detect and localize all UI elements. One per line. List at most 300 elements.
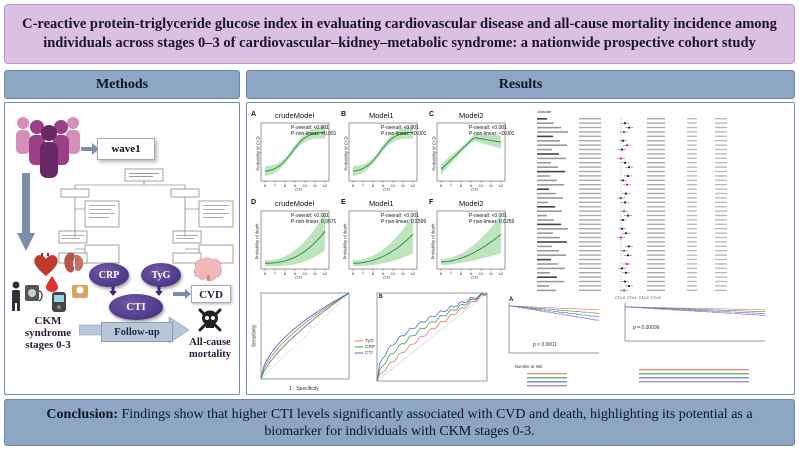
poster-title: C-reactive protein-triglyceride glucose index in evaluating cardiovascular disease and all-cause mortality incidence among individuals across stages 0–3 of cardiovascular–kidney–metabolic syndrome: a nationwide prospective cohort study [4,4,795,64]
forest-row-extra-13 [715,175,727,176]
forest-row-ci-text-22 [647,215,665,216]
forest-row-p-25 [687,228,697,229]
forest-row-extra-27 [715,237,727,238]
forest-row-ci-text-10 [647,162,665,163]
km-risk-row-left-3 [527,385,567,386]
forest-row-value-3 [579,131,601,132]
forest-row-label-6 [537,144,567,146]
plot-title-e: Model1 [369,199,394,208]
km-risk-row-left-1 [527,377,567,378]
forest-row-extra-2 [715,127,727,128]
forest-row-extra-18 [715,197,727,198]
p-overall-c: P-overall: <0.001 [469,125,507,131]
forest-row-p-23 [687,219,697,220]
forest-row-p-0 [687,118,697,119]
forest-row-p-9 [687,158,697,159]
forest-row-extra-17 [715,193,727,194]
forest-point-39 [623,289,625,291]
forest-row-label-29 [537,246,552,248]
forest-row-p-29 [687,246,697,247]
km-risk-row-right-0 [639,369,749,370]
blood-pressure-icon [23,281,45,305]
forest-row-extra-39 [715,290,727,291]
x-tick-label-e-1: 7 [361,271,365,276]
forest-row-value-4 [579,136,601,137]
forest-row-label-7 [537,149,552,151]
p-overall-a: P-overall: <0.001 [291,125,329,131]
forest-row-ci-text-5 [647,140,665,141]
forest-row-ci-text-9 [647,158,665,159]
forest-point-33 [626,263,628,265]
p-overall-e: P-overall: <0.001 [381,213,419,219]
forest-row-extra-4 [715,136,727,137]
forest-row-p-39 [687,290,697,291]
x-tick-label-d-0: 6 [263,271,267,276]
forest-row-value-13 [579,175,601,176]
x-tick-label-c-4: 10 [478,183,484,188]
forest-row-p-16 [687,188,697,189]
x-tick-label-a-3: 9 [293,183,297,188]
x-tick-label-c-3: 9 [469,183,473,188]
forest-row-value-35 [579,272,601,273]
forest-row-value-10 [579,162,601,163]
forest-point-37 [624,281,626,283]
mortality-label: All-cause mortality [189,337,231,360]
plot-title-d: crudeModel [275,199,315,208]
forest-row-extra-24 [715,224,727,225]
forest-row-extra-11 [715,166,727,167]
forest-row-extra-38 [715,285,727,286]
forest-row-value-31 [579,254,601,255]
forest-row-p-3 [687,131,697,132]
forest-row-extra-31 [715,254,727,255]
brain-icon [193,257,223,283]
forest-row-extra-3 [715,131,727,132]
forest-row-ci-text-4 [647,136,665,137]
forest-row-value-24 [579,224,601,225]
roc-legend-tyg: TyG [365,339,374,344]
forest-row-extra-14 [715,180,727,181]
forest-row-p-1 [687,122,697,123]
forest-row-label-9 [537,158,566,160]
forest-row-label-1 [537,122,554,124]
forest-row-ci-text-28 [647,241,665,242]
forest-row-value-37 [579,281,601,282]
x-tick-label-e-5: 11 [400,271,406,276]
forest-row-value-18 [579,197,601,198]
forest-row-p-37 [687,281,697,282]
forest-row-label-12 [537,171,565,173]
forest-row-extra-20 [715,206,727,207]
forest-row-p-33 [687,263,697,264]
forest-row-ci-text-19 [647,202,665,203]
forest-row-p-14 [687,180,697,181]
heart-icon [33,253,59,277]
forest-row-label-24 [537,224,561,226]
arrow-down-icon [155,286,163,296]
forest-row-value-6 [579,144,601,145]
forest-row-label-14 [537,180,557,182]
x-tick-label-f-5: 11 [488,271,494,276]
forest-row-ci-text-38 [647,285,665,286]
x-tick-label-d-6: 12 [322,271,328,276]
x-tick-label-e-4: 10 [390,271,396,276]
forest-point-17 [625,193,627,195]
forest-row-p-10 [687,162,697,163]
forest-row-value-30 [579,250,601,251]
forest-point-3 [623,131,625,133]
forest-row-p-27 [687,237,697,238]
roc-legend-crp: CRP [365,345,376,350]
forest-row-p-17 [687,193,697,194]
forest-row-label-38 [537,285,549,287]
forest-row-ci-text-12 [647,171,665,172]
forest-row-ci-text-26 [647,232,665,233]
forest-row-p-2 [687,127,697,128]
forest-row-value-7 [579,149,601,150]
x-tick-label-c-6: 12 [498,183,504,188]
forest-row-value-28 [579,241,601,242]
forest-row-extra-9 [715,158,727,159]
forest-row-ci-text-30 [647,250,665,251]
followup-box: Follow-up [101,322,173,342]
forest-row-value-14 [579,180,601,181]
forest-point-31 [627,254,629,256]
forest-row-extra-25 [715,228,727,229]
forest-row-label-32 [537,259,551,261]
plot-title-f: Model2 [459,199,484,208]
forest-row-extra-5 [715,140,727,141]
forest-row-ci-text-13 [647,175,665,176]
forest-row-label-36 [537,276,557,278]
x-tick-label-d-5: 11 [312,271,318,276]
forest-row-extra-32 [715,259,727,260]
x-tick-label-d-2: 8 [283,271,287,276]
forest-row-extra-21 [715,210,727,211]
forest-row-extra-23 [715,219,727,220]
roc2-letter: B [379,294,383,300]
plot-letter-b: B [341,111,347,118]
forest-point-1 [624,122,626,124]
forest-row-label-22 [537,215,547,217]
forest-row-extra-1 [715,122,727,123]
forest-header: Character [537,110,552,114]
forest-row-value-32 [579,259,601,260]
forest-row-value-38 [579,285,601,286]
forest-row-value-9 [579,158,601,159]
forest-point-25 [621,228,623,230]
tyg-ellipse: TyG [141,263,181,287]
plot-letter-c: C [429,111,435,118]
y-axis-label-d: Probability of death [254,223,260,260]
forest-row-value-19 [579,202,601,203]
x-tick-label-e-6: 12 [410,271,416,276]
arrow-down-icon [17,173,35,251]
forest-row-label-15 [537,184,564,186]
x-tick-label-e-2: 8 [371,271,375,276]
forest-point-35 [625,272,627,274]
forest-row-p-34 [687,268,697,269]
x-axis-label-f: CTI [471,275,478,280]
forest-row-ci-text-16 [647,188,665,189]
results-header: Results [246,70,795,99]
forest-row-value-5 [579,140,601,141]
methods-panel [4,102,240,395]
forest-row-p-35 [687,272,697,273]
km-risk-row-right-3 [639,381,749,382]
plot-letter-f: F [429,199,434,206]
p-overall-b: P-overall: <0.001 [381,125,419,131]
forest-point-11 [628,166,630,168]
forest-row-ci-text-24 [647,224,665,225]
forest-row-ci-text-23 [647,219,665,220]
forest-row-label-20 [537,206,555,208]
forest-row-p-36 [687,276,697,277]
forest-row-value-23 [579,219,601,220]
forest-row-ci-text-18 [647,197,665,198]
forest-row-label-25 [537,228,568,230]
forest-row-label-8 [537,153,559,155]
cti-ellipse: CTI [109,294,163,320]
forest-row-extra-7 [715,149,727,150]
forest-point-29 [628,245,630,247]
forest-row-p-22 [687,215,697,216]
forest-row-extra-28 [715,241,727,242]
forest-row-extra-19 [715,202,727,203]
forest-row-value-26 [579,232,601,233]
forest-row-p-4 [687,136,697,137]
forest-row-label-39 [537,290,556,292]
plot-title-b: Model1 [369,111,394,120]
y-axis-label-c: Probability of CVD [431,136,437,171]
x-tick-label-c-5: 11 [488,183,494,188]
forest-row-extra-10 [715,162,727,163]
cvd-label: CVD [191,285,231,303]
results-figures [247,103,795,395]
crp-ellipse: CRP [89,263,129,287]
forest-row-ci-text-27 [647,237,665,238]
plot-letter-d: D [251,199,257,206]
forest-row-ci-text-3 [647,131,665,132]
forest-row-label-17 [537,193,556,195]
y-axis-label-e: Probability of death [342,223,348,260]
arrow-down-icon [109,286,117,296]
forest-row-value-36 [579,276,601,277]
x-tick-label-a-5: 11 [312,183,318,188]
forest-row-extra-33 [715,263,727,264]
forest-point-19 [624,201,626,203]
x-tick-label-e-0: 6 [351,271,355,276]
forest-row-p-12 [687,171,697,172]
forest-row-ci-text-2 [647,127,665,128]
forest-row-value-1 [579,122,601,123]
forest-row-ci-text-37 [647,281,665,282]
forest-row-p-7 [687,149,697,150]
x-tick-label-b-5: 11 [400,183,406,188]
forest-row-extra-6 [715,144,727,145]
conclusion-text: Findings show that higher CTI levels significantly associated with CVD and death, highlighting its potential as a biomarker for individuals with CKM stages 0-3. [118,406,753,439]
km-p-left: p < 0.0001 [533,342,557,348]
forest-row-ci-text-34 [647,268,665,269]
forest-row-extra-35 [715,272,727,273]
p-nonlinear-f: P-non-linear: 0.0259 [469,219,515,225]
plot-letter-a: A [251,111,257,118]
x-tick-label-f-1: 7 [449,271,453,276]
y-axis-label-a: Probability of CVD [255,136,261,171]
skull-icon [197,308,223,332]
x-tick-label-b-2: 8 [371,183,375,188]
x-tick-label-d-1: 7 [273,271,277,276]
person-icon [9,281,23,311]
forest-row-p-26 [687,232,697,233]
forest-row-ci-text-14 [647,180,665,181]
forest-row-value-21 [579,210,601,211]
x-tick-label-b-3: 9 [381,183,385,188]
x-axis-label-e: CTI [383,275,390,280]
forest-row-ci-text-7 [647,149,665,150]
forest-row-extra-36 [715,276,727,277]
forest-row-value-34 [579,268,601,269]
x-tick-label-d-4: 10 [302,271,308,276]
forest-row-label-30 [537,250,559,252]
forest-row-ci-text-20 [647,206,665,207]
x-tick-label-a-6: 12 [322,183,328,188]
forest-row-value-29 [579,246,601,247]
forest-row-value-27 [579,237,601,238]
x-tick-label-b-6: 12 [410,183,416,188]
forest-row-ci-text-36 [647,276,665,277]
x-tick-label-e-3: 9 [381,271,385,276]
forest-row-extra-16 [715,188,727,189]
forest-row-label-3 [537,131,568,133]
forest-row-ci-text-6 [647,144,665,145]
forest-point-34 [621,267,623,269]
x-tick-label-b-0: 6 [351,183,355,188]
results-panel [246,102,795,395]
x-tick-label-c-2: 8 [459,183,463,188]
forest-row-value-11 [579,166,601,167]
forest-point-10 [624,162,626,164]
forest-row-extra-29 [715,246,727,247]
p-nonlinear-c: P-non-linear: <0.001 [469,131,515,137]
forest-row-label-5 [537,140,560,142]
forest-point-13 [627,175,629,177]
forest-row-label-13 [537,175,550,177]
roc-legend-cti: CTI [365,351,373,356]
conclusion-lead: Conclusion: [46,406,118,422]
forest-row-label-4 [537,136,553,138]
x-tick-label-b-4: 10 [390,183,396,188]
forest-row-ci-text-0 [647,118,665,119]
forest-row-p-32 [687,259,697,260]
forest-point-6 [626,144,628,146]
forest-row-label-37 [537,281,564,283]
forest-row-ci-text-8 [647,153,665,154]
roc-ylabel: Sensitivity [251,324,258,348]
forest-point-23 [622,219,624,221]
x-tick-label-c-1: 7 [449,183,453,188]
forest-row-label-26 [537,232,553,234]
forest-row-label-31 [537,254,566,256]
glucose-meter-icon [51,291,67,313]
kidney-icon [63,251,85,275]
forest-row-ci-text-11 [647,166,665,167]
forest-point-5 [622,140,624,142]
forest-row-extra-37 [715,281,727,282]
forest-row-ci-text-32 [647,259,665,260]
forest-row-ci-text-21 [647,210,665,211]
km-risk-row-right-1 [639,373,749,374]
forest-point-15 [626,184,628,186]
forest-row-value-0 [579,118,601,119]
forest-row-p-6 [687,144,697,145]
x-tick-label-f-4: 10 [478,271,484,276]
wave1-box: wave1 [97,138,155,160]
plot-letter-e: E [341,199,346,206]
forest-row-ci-text-17 [647,193,665,194]
forest-row-extra-22 [715,215,727,216]
x-tick-label-f-2: 8 [459,271,463,276]
forest-row-ci-text-39 [647,290,665,291]
y-axis-label-b: Probability of CVD [343,136,349,171]
forest-row-extra-26 [715,232,727,233]
forest-row-value-33 [579,263,601,264]
x-axis-label-a: CTI [295,187,302,192]
forest-point-21 [623,210,625,212]
plot-title-c: Model2 [459,111,484,120]
forest-row-p-38 [687,285,697,286]
forest-row-extra-15 [715,184,727,185]
scale-icon [71,279,89,299]
forest-row-ci-text-25 [647,228,665,229]
forest-row-value-39 [579,290,601,291]
p-nonlinear-d: P-non-linear: 0.9671 [291,219,337,225]
flowchart-diagram [49,165,239,265]
forest-row-p-15 [687,184,697,185]
forest-row-label-0 [537,118,547,120]
forest-row-p-20 [687,206,697,207]
x-axis-label-b: CTI [383,187,390,192]
forest-row-ci-text-35 [647,272,665,273]
arrow-right-icon [173,289,191,299]
x-tick-label-f-3: 9 [469,271,473,276]
forest-row-p-28 [687,241,697,242]
x-tick-label-a-1: 7 [273,183,277,188]
forest-row-label-16 [537,188,549,190]
x-tick-label-b-1: 7 [361,183,365,188]
forest-row-value-8 [579,153,601,154]
forest-point-14 [622,179,624,181]
ckm-syndrome-label: CKM syndrome stages 0-3 [24,315,72,351]
forest-row-extra-12 [715,171,727,172]
forest-row-value-16 [579,188,601,189]
forest-row-ci-text-15 [647,184,665,185]
forest-point-30 [623,250,625,252]
forest-row-p-18 [687,197,697,198]
p-nonlinear-a: P-non-linear: <0.001 [291,131,337,137]
x-tick-label-a-4: 10 [302,183,308,188]
forest-row-p-8 [687,153,697,154]
p-nonlinear-b: P-non-linear: <0.001 [381,131,427,137]
forest-row-ci-text-33 [647,263,665,264]
km-legend: CTI=0 CTI=1 CTI=2 CTI=3 [615,296,661,300]
forest-row-extra-34 [715,268,727,269]
forest-row-label-11 [537,166,558,168]
forest-row-label-19 [537,202,548,204]
forest-row-value-20 [579,206,601,207]
x-tick-label-c-0: 6 [439,183,443,188]
plot-title-a: crudeModel [275,111,315,120]
